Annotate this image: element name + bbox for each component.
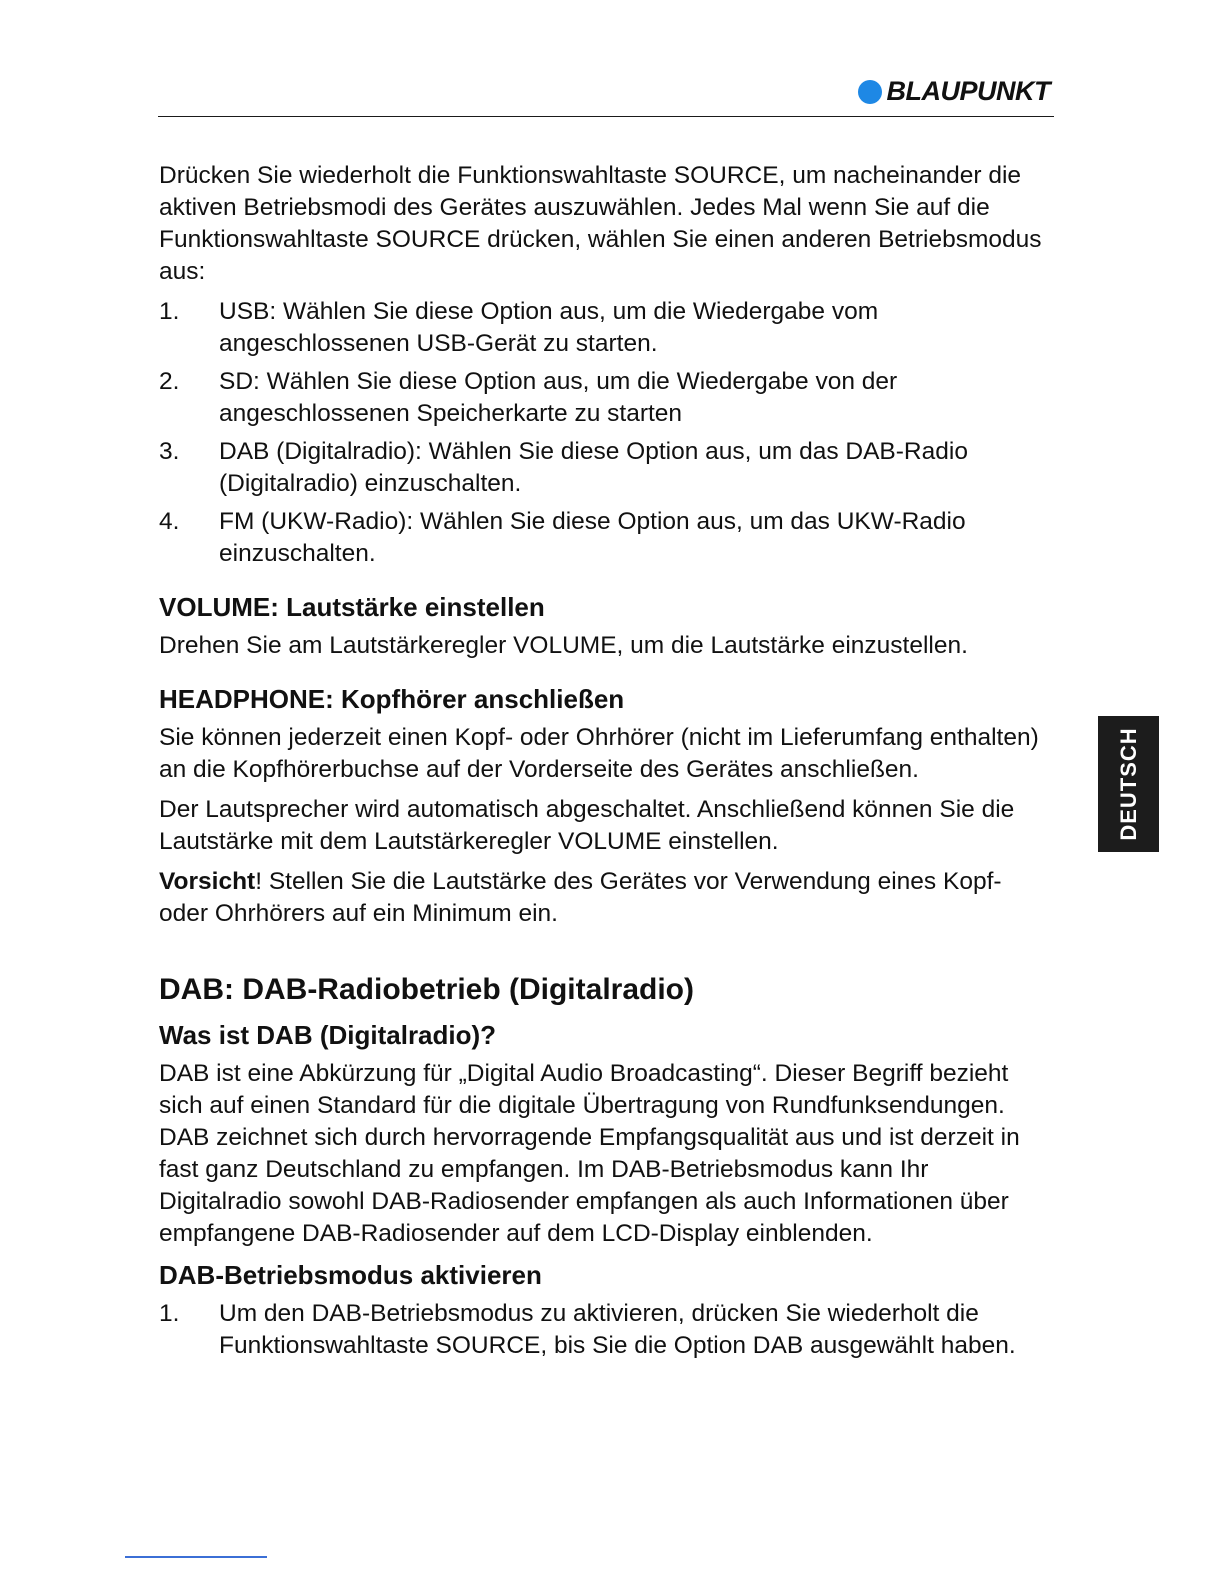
- volume-heading: VOLUME: Lautstärke einstellen: [159, 592, 545, 622]
- list-text: DAB (Digitalradio): Wählen Sie diese Option aus, um das DAB-Radio (Digitalradio) einzuschalten.: [219, 438, 968, 497]
- language-tab: [1098, 716, 1159, 852]
- warning-label: Vorsicht: [159, 868, 256, 895]
- list-text: FM (UKW-Radio): Wählen Sie diese Option aus, um das UKW-Radio einzuschalten.: [219, 508, 966, 567]
- dab-what-paragraph: DAB ist eine Abkürzung für „Digital Audio Broadcasting“. Dieser Begriff bezieht sich auf einen Standard für die digitale Übertragung von Rundfunksendungen. DAB zeichnet sich durch hervorragende Empfangsqualität aus und ist derzeit in fast ganz Deutschland zu empfangen. Im DAB-Betriebsmodus kann Ihr Digitalradio sowohl DAB-Radiosender empfangen als auch Informationen über empfangene DAB-Radiosender auf dem LCD-Display einblenden.: [159, 1060, 1020, 1247]
- warning-text: ! Stellen Sie die Lautstärke des Gerätes vor Verwendung eines Kopf- oder Ohrhörers auf ein Minimum ein.: [159, 868, 1002, 927]
- intro-paragraph: Drücken Sie wiederholt die Funktionswahltaste SOURCE, um nacheinander die aktiven Betriebsmodi des Gerätes auszuwählen. Jedes Mal wenn Sie auf die Funktionswahltaste SOURCE drücken, wählen Sie einen anderen Betriebsmodus aus:: [159, 162, 1042, 285]
- list-text: USB: Wählen Sie diese Option aus, um die Wiedergabe vom angeschlossenen USB-Gerät zu starten.: [219, 298, 879, 357]
- list-number: 1.: [159, 298, 180, 325]
- list-text: Um den DAB-Betriebsmodus zu aktivieren, drücken Sie wiederholt die Funktionswahltaste SOURCE, bis Sie die Option DAB ausgewählt haben.: [219, 1300, 1016, 1359]
- brand-logo: [858, 76, 1051, 107]
- list-number: 2.: [159, 368, 180, 395]
- page-content: [159, 160, 1054, 1368]
- volume-paragraph: Drehen Sie am Lautstärkeregler VOLUME, um die Lautstärke einzustellen.: [159, 632, 968, 659]
- list-number: 1.: [159, 1300, 180, 1327]
- list-item: [159, 296, 1054, 360]
- brand-name: BLAUPUNKT: [886, 76, 1050, 106]
- list-item: [159, 366, 1054, 430]
- list-item: [159, 1298, 1054, 1362]
- dab-activate-heading: DAB-Betriebsmodus aktivieren: [159, 1260, 542, 1290]
- language-tab-label: DEUTSCH: [1115, 727, 1141, 841]
- dab-section-heading: DAB: DAB-Radiobetrieb (Digitalradio): [159, 973, 694, 1006]
- list-item: [159, 506, 1054, 570]
- modes-list: [159, 296, 1054, 570]
- list-item: [159, 436, 1054, 500]
- headphone-paragraph-1: Sie können jederzeit einen Kopf- oder Ohrhörer (nicht im Lieferumfang enthalten) an die Kopfhörerbuchse auf der Vorderseite des Gerätes anschließen.: [159, 724, 1039, 783]
- list-text: SD: Wählen Sie diese Option aus, um die Wiedergabe von der angeschlossenen Speicherkarte zu starten: [219, 368, 898, 427]
- headphone-paragraph-2: Der Lautsprecher wird automatisch abgeschaltet. Anschließend können Sie die Lautstärke mit dem Lautstärkeregler VOLUME einstellen.: [159, 796, 1015, 855]
- warning-paragraph: [159, 866, 1054, 930]
- dab-what-heading: Was ist DAB (Digitalradio)?: [159, 1020, 497, 1050]
- logo-dot-icon: [858, 80, 882, 104]
- list-number: 4.: [159, 508, 180, 535]
- footer-link-underline: [125, 1556, 267, 1558]
- list-number: 3.: [159, 438, 180, 465]
- headphone-heading: HEADPHONE: Kopfhörer anschließen: [159, 684, 625, 714]
- dab-steps-list: [159, 1298, 1054, 1362]
- page-header: [158, 70, 1054, 117]
